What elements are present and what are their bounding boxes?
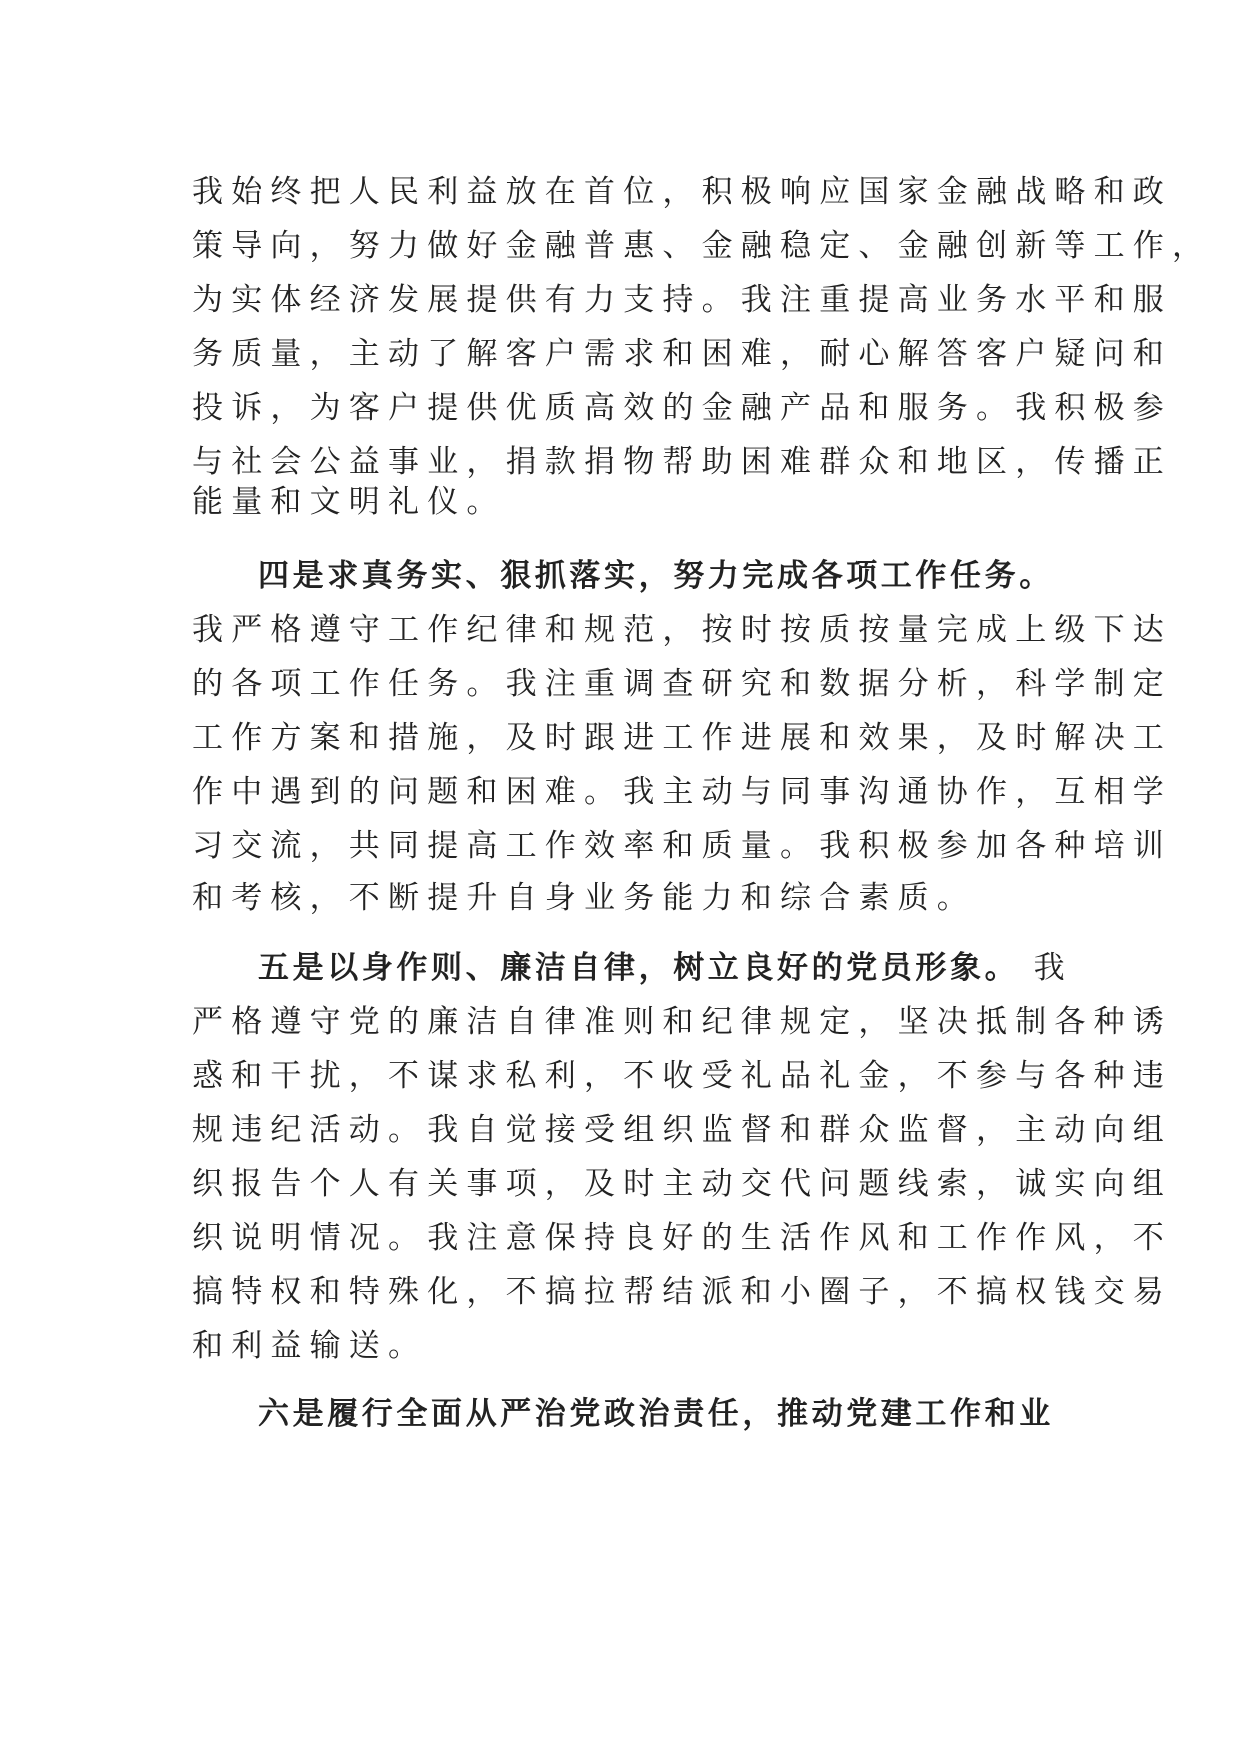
paragraph-line: 工作方案和措施，及时跟进工作进展和效果，及时解决工: [192, 720, 1172, 756]
paragraph-line: 规违纪活动。我自觉接受组织监督和群众监督，主动向组: [192, 1112, 1172, 1148]
section-heading-6: 六是履行全面从严治党政治责任，推动党建工作和业: [258, 1396, 1054, 1432]
paragraph-line: 习交流，共同提高工作效率和质量。我积极参加各种培训: [192, 828, 1172, 864]
section-heading-4: 四是求真务实、狠抓落实，努力完成各项工作任务。: [258, 558, 1054, 594]
paragraph-line: 策导向，努力做好金融普惠、金融稳定、金融创新等工作，: [192, 228, 1212, 264]
paragraph-line: 我严格遵守工作纪律和规范，按时按质按量完成上级下达: [192, 612, 1172, 648]
section-heading-5: [258, 948, 1078, 988]
paragraph-line: 能量和文明礼仪。: [192, 484, 506, 520]
section-heading-5-text: 五是以身作则、廉洁自律，树立良好的党员形象。: [258, 950, 1020, 986]
paragraph-line: 搞特权和特殊化，不搞拉帮结派和小圈子，不搞权钱交易: [192, 1274, 1172, 1310]
paragraph-line: 严格遵守党的廉洁自律准则和纪律规定，坚决抵制各种诱: [192, 1004, 1172, 1040]
paragraph-line: 务质量，主动了解客户需求和困难，耐心解答客户疑问和: [192, 336, 1172, 372]
paragraph-line: 和利益输送。: [192, 1328, 428, 1364]
paragraph-line: 为实体经济发展提供有力支持。我注重提高业务水平和服: [192, 282, 1172, 318]
paragraph-line: 织说明情况。我注意保持良好的生活作风和工作作风，不: [192, 1220, 1172, 1256]
paragraph-line: 投诉，为客户提供优质高效的金融产品和服务。我积极参: [192, 390, 1172, 426]
section-heading-5-tail: 我: [1033, 950, 1073, 986]
paragraph-line: 与社会公益事业，捐款捐物帮助困难群众和地区，传播正: [192, 444, 1172, 480]
paragraph-line: 我始终把人民利益放在首位，积极响应国家金融战略和政: [192, 174, 1172, 210]
paragraph-line: 的各项工作任务。我注重调查研究和数据分析，科学制定: [192, 666, 1172, 702]
paragraph-line: 织报告个人有关事项，及时主动交代问题线索，诚实向组: [192, 1166, 1172, 1202]
paragraph-line: 和考核，不断提升自身业务能力和综合素质。: [192, 880, 976, 916]
paragraph-line: 作中遇到的问题和困难。我主动与同事沟通协作，互相学: [192, 774, 1172, 810]
paragraph-line: 惑和干扰，不谋求私利，不收受礼品礼金，不参与各种违: [192, 1058, 1172, 1094]
